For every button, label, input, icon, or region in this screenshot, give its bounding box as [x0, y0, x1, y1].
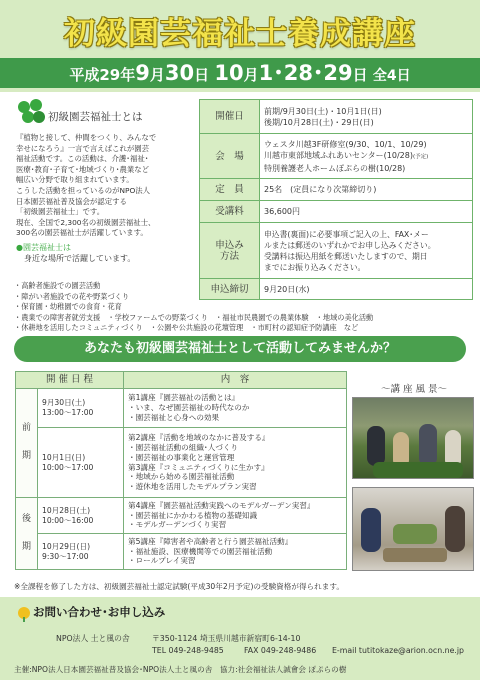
session-day: 10月28日(土)	[42, 505, 91, 515]
sponsor-line: 主催:NPO法人日本園芸福祉普及協会･NPO法人土と風の舎 協力:社会福祉法人誠會会 ぽぷらの樹	[14, 665, 347, 674]
intro-line: 福祉活動です。この活動は、介護･福祉･	[16, 154, 149, 164]
session-time: 10:00～17:00	[42, 462, 94, 472]
session-content	[124, 498, 347, 534]
session-line: ・園芸福祉にかかわる植物の基礎知識	[128, 510, 258, 520]
list-item: ・高齢者施設での園芸活動	[14, 281, 101, 290]
session-line: ・地域から始める園芸福祉活動	[128, 472, 235, 482]
apply-label	[200, 223, 260, 279]
session-day: 9月30日(土)	[42, 398, 86, 408]
session-date	[38, 389, 124, 428]
held-line: 前期/9月30日(土)・10月1日(日)	[264, 106, 382, 116]
session-date	[38, 534, 124, 570]
intro-line: 医療･教育･子育て･地域づくり･農業など	[16, 164, 150, 174]
table-row	[200, 179, 473, 201]
session-day: 10月1日(日)	[42, 452, 86, 462]
session-line: ・園芸福祉の事業化と運営管理	[128, 452, 235, 462]
apply-label-line: 方法	[219, 250, 239, 262]
call-to-action-banner: あなたも初級園芸福祉士として活動してみませんか？	[14, 336, 466, 362]
date-month2: 10	[214, 61, 244, 85]
table-row	[16, 534, 347, 570]
clover-icon	[16, 99, 46, 127]
table-row	[200, 223, 473, 279]
date-month: 9	[135, 61, 150, 85]
session-time: 9:30～17:00	[42, 551, 89, 561]
period-second	[16, 498, 38, 570]
table-row	[16, 498, 347, 534]
date-month2-unit: 月	[243, 66, 259, 84]
intro-line: 「初級園芸福祉士」です。	[16, 207, 105, 217]
intro-text	[16, 133, 202, 264]
session-content	[124, 428, 347, 498]
intro-line: 『植物と接して、仲間をつくり、みんなで	[16, 133, 157, 142]
session-line: ・ロールプレイ実習	[128, 556, 196, 566]
held-label: 開催日	[200, 100, 260, 134]
venue-value	[260, 134, 473, 179]
schedule-date-header: 開 催 日 程	[16, 372, 124, 389]
session-time: 10:00～16:00	[42, 515, 94, 525]
period-first	[16, 389, 38, 498]
date-days2-unit: 日	[352, 66, 368, 84]
list-item: ・障がい者施設での花や野菜づくり	[14, 291, 130, 301]
venue-label: 会 場	[200, 134, 260, 179]
session-date	[38, 498, 124, 534]
fee-value: 36,600円	[260, 201, 473, 223]
contact-heading	[18, 604, 165, 620]
table-row	[200, 279, 473, 300]
period-char: 後	[21, 513, 31, 524]
intro-section	[12, 97, 202, 279]
fee-label: 受講料	[200, 201, 260, 223]
footnote: ※全課程を修了した方は、初級園芸福祉士認定試験(平成30年2月予定)の受験資格が得られます。	[14, 582, 344, 591]
intro-line: 300名の園芸福祉士が活躍しています。	[16, 228, 148, 238]
page-title: 初級園芸福祉士養成講座	[64, 16, 416, 52]
contact-address: 〒350-1124 埼玉県川越市新宿町6-14-10	[152, 634, 301, 643]
session-date	[38, 428, 124, 498]
session-time: 13:00～17:00	[42, 408, 94, 417]
intro-line: 幸せになろう』一言で言えばこれが園芸	[16, 143, 150, 153]
photo-caption: ～講 座 風 景～	[380, 384, 448, 395]
capacity-label: 定 員	[200, 179, 260, 201]
session-line: ・遊休地を活用したモデルプラン実習	[128, 482, 257, 492]
list-item: ・保育園・幼稚園での食育・花育	[14, 302, 122, 312]
venue-line-text: 川越市東部地域ふれあいセンター(10/28)	[264, 150, 413, 160]
deadline-value: 9月20日(水)	[260, 279, 473, 300]
session-line: ・園芸福祉活動の組織･人づくり	[128, 442, 239, 452]
intro-line: 幅広い分野で取り組まれています。	[16, 175, 134, 185]
schedule-table	[15, 371, 347, 570]
date-day1: 30	[164, 61, 195, 85]
apply-line: 申込書(裏面)に必要事項ご記入の上、FAX･メー	[264, 229, 429, 239]
date-days2: 1･28･29	[258, 61, 353, 85]
class-photo	[352, 487, 474, 571]
table-row	[200, 201, 473, 223]
apply-label-line: 申込み	[215, 239, 244, 251]
table-row	[16, 389, 347, 428]
class-photo	[352, 397, 474, 479]
session-line: ・モデルガーデンづくり実習	[128, 520, 227, 530]
contact-heading-text: お問い合わせ･お申し込み	[33, 605, 166, 619]
venue-line: 特別養護老人ホームぽぷらの樹(10/28)	[264, 163, 406, 173]
contact-tel: TEL 049-248-9485	[152, 646, 224, 655]
flower-icon	[18, 607, 30, 619]
deadline-label: 申込締切	[200, 279, 260, 300]
session-line: 第5講座『障害者や高齢者と行う園芸福祉活動』	[128, 536, 293, 546]
intro-bullet: ●園芸福祉士は	[16, 242, 71, 252]
table-row	[16, 428, 347, 498]
held-value	[260, 100, 473, 134]
intro-line: 日本園芸福祉普及協会が認定する	[16, 196, 127, 206]
date-day1-unit: 日	[194, 66, 210, 84]
table-row	[200, 100, 473, 134]
intro-bullet-text: 身近な場所で活躍しています。	[16, 253, 136, 263]
intro-line: こうした活動を担っているのがNPO法人	[16, 185, 151, 195]
apply-line: 受講料は振込用紙を郵送いたしますので、期日	[264, 251, 428, 261]
session-line: ・いま、なぜ園芸福祉の時代なのか	[128, 403, 250, 413]
apply-line: ルまたは郵送のいずれかでお申し込みください。	[264, 240, 436, 250]
period-char: 前	[21, 423, 31, 434]
session-line: ・福祉施設、医療機関等での園芸福祉活動	[128, 546, 273, 556]
intro-title: 初級園芸福祉士とは	[48, 111, 143, 123]
session-line: 第1講座『園芸福祉の活動とは』	[128, 393, 240, 403]
list-item: ・農業での障害者就労支援 ・学校ファームでの野菜づくり ・福祉市民農園での農業体験 ・地域の美化活動	[14, 312, 374, 322]
intro-line: 現在、全国で2,300名の初級園芸福祉士、	[16, 217, 156, 227]
date-bar	[0, 58, 480, 88]
venue-line	[264, 150, 468, 163]
info-table	[199, 99, 473, 300]
contact-email: E-mail tutitokaze@arion.ocn.ne.jp	[332, 646, 464, 655]
schedule-content-header: 内 容	[124, 372, 347, 389]
list-item: ・休耕地を活用したコミュニティづくり ・公園や公共施設の花壇管理 ・市町村の認知症予防講座 など	[14, 323, 359, 333]
contact-fax: FAX 049-248-9486	[244, 646, 317, 655]
date-prefix: 平成29年	[69, 66, 136, 84]
apply-value	[260, 223, 473, 279]
session-line: ・園芸福祉と心身への効果	[128, 412, 220, 422]
held-line: 後期/10月28日(土)・29日(日)	[264, 117, 374, 127]
venue-note: (予定)	[412, 153, 429, 160]
session-line: 第3講座『コミュニティづくりに生かす』	[128, 462, 269, 472]
session-content	[124, 534, 347, 570]
table-row	[200, 134, 473, 179]
session-line: 第4講座『園芸福祉活動実践へのモデルガーデン実習』	[128, 500, 315, 510]
date-total: 全4日	[372, 68, 411, 84]
contact-org: NPO法人 土と風の舎	[56, 634, 130, 643]
table-header	[16, 372, 347, 389]
capacity-value: 25名 (定員になり次第締切り)	[260, 179, 473, 201]
apply-line: までにお振り込みください。	[264, 262, 366, 272]
period-char: 期	[21, 451, 31, 461]
date-month-unit: 月	[149, 66, 165, 84]
session-content	[124, 389, 347, 428]
session-line: 第2講座『活動を地域のなかに普及する』	[128, 433, 270, 443]
session-day: 10月29日(日)	[42, 541, 91, 551]
venue-line: ウェスタ川越3F研修室(9/30、10/1、10/29)	[264, 139, 427, 149]
period-char: 期	[21, 541, 31, 552]
